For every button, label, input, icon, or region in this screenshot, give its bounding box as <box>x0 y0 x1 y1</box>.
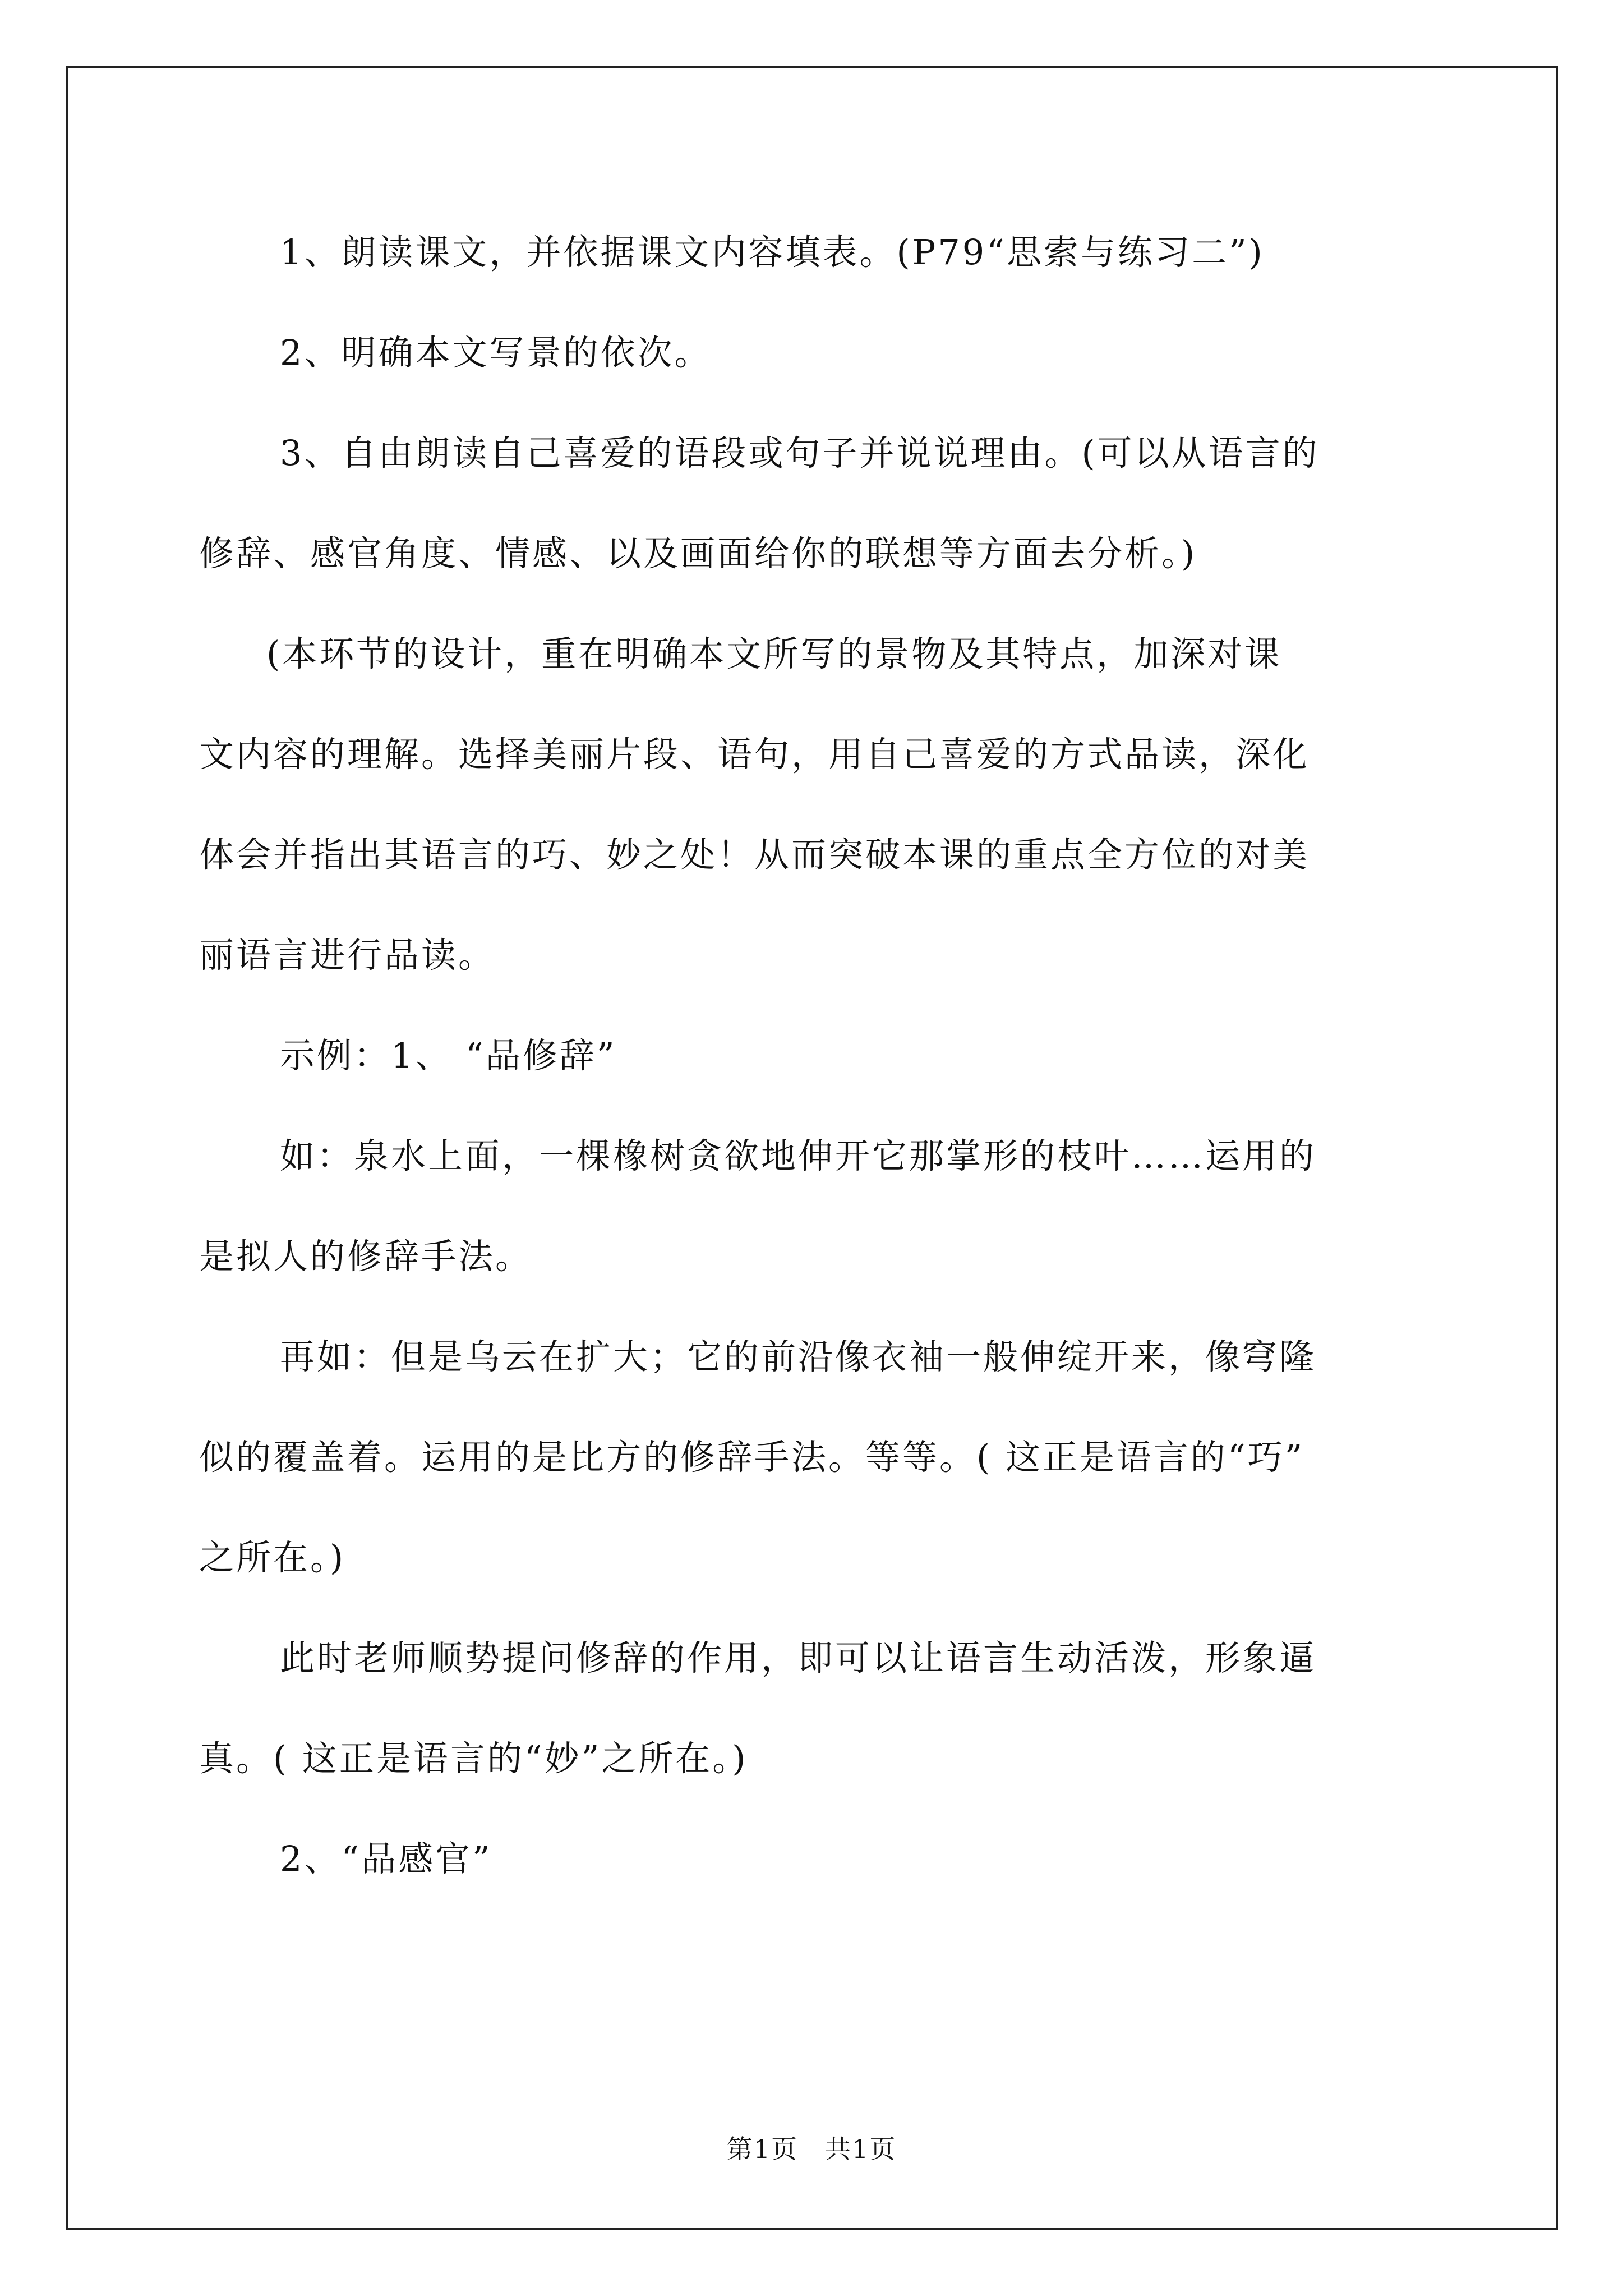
paragraph-line: 此时老师顺势提问修辞的作用，即可以让语言生动活泼，形象逼 <box>280 1637 1317 1678</box>
paragraph-8 <box>199 1608 1433 1809</box>
document-body <box>199 202 1433 1909</box>
paragraph-5 <box>199 1005 1433 1106</box>
paragraph-line: 修辞、感官角度、情感、以及画面给你的联想等方面去分析。) <box>199 533 1197 574</box>
paragraph-4 <box>199 604 1433 1005</box>
paragraph-6 <box>199 1106 1433 1306</box>
paragraph-line: 真。( 这正是语言的“妙”之所在。) <box>199 1738 748 1779</box>
paragraph-line: 2、“品感官” <box>280 1838 492 1879</box>
paragraph-line: 1、朗读课文，并依据课文内容填表。(P79“思索与练习二”) <box>280 232 1265 273</box>
paragraph-line: 再如：但是乌云在扩大；它的前沿像衣袖一般伸绽开来，像穹隆 <box>280 1336 1317 1377</box>
paragraph-7 <box>199 1306 1433 1608</box>
paragraph-line: 文内容的理解。选择美丽片段、语句，用自己喜爱的方式品读，深化 <box>199 734 1310 775</box>
paragraph-2 <box>199 302 1433 403</box>
paragraph-1 <box>199 202 1433 302</box>
paragraph-line: 似的覆盖着。运用的是比方的修辞手法。等等。( 这正是语言的“巧” <box>199 1437 1305 1478</box>
paragraph-line: 丽语言进行品读。 <box>199 935 496 976</box>
paragraph-line: (本环节的设计，重在明确本文所写的景物及其特点，加深对课 <box>266 633 1282 674</box>
paragraph-line: 示例：1、 “品修辞” <box>280 1035 617 1076</box>
paragraph-9 <box>199 1809 1433 1909</box>
paragraph-3 <box>199 403 1433 604</box>
paragraph-line: 如：泉水上面，一棵橡树贪欲地伸开它那掌形的枝叶……运用的 <box>280 1135 1317 1176</box>
paragraph-line: 是拟人的修辞手法。 <box>199 1236 533 1277</box>
page-number-footer: 第1页 共1页 <box>726 2134 897 2164</box>
paragraph-line: 2、明确本文写景的依次。 <box>280 332 712 373</box>
paragraph-line: 之所在。) <box>199 1537 346 1578</box>
paragraph-line: 体会并指出其语言的巧、妙之处！从而突破本课的重点全方位的对美 <box>199 834 1310 875</box>
paragraph-line: 3、自由朗读自己喜爱的语段或句子并说说理由。(可以从语言的 <box>280 432 1320 473</box>
